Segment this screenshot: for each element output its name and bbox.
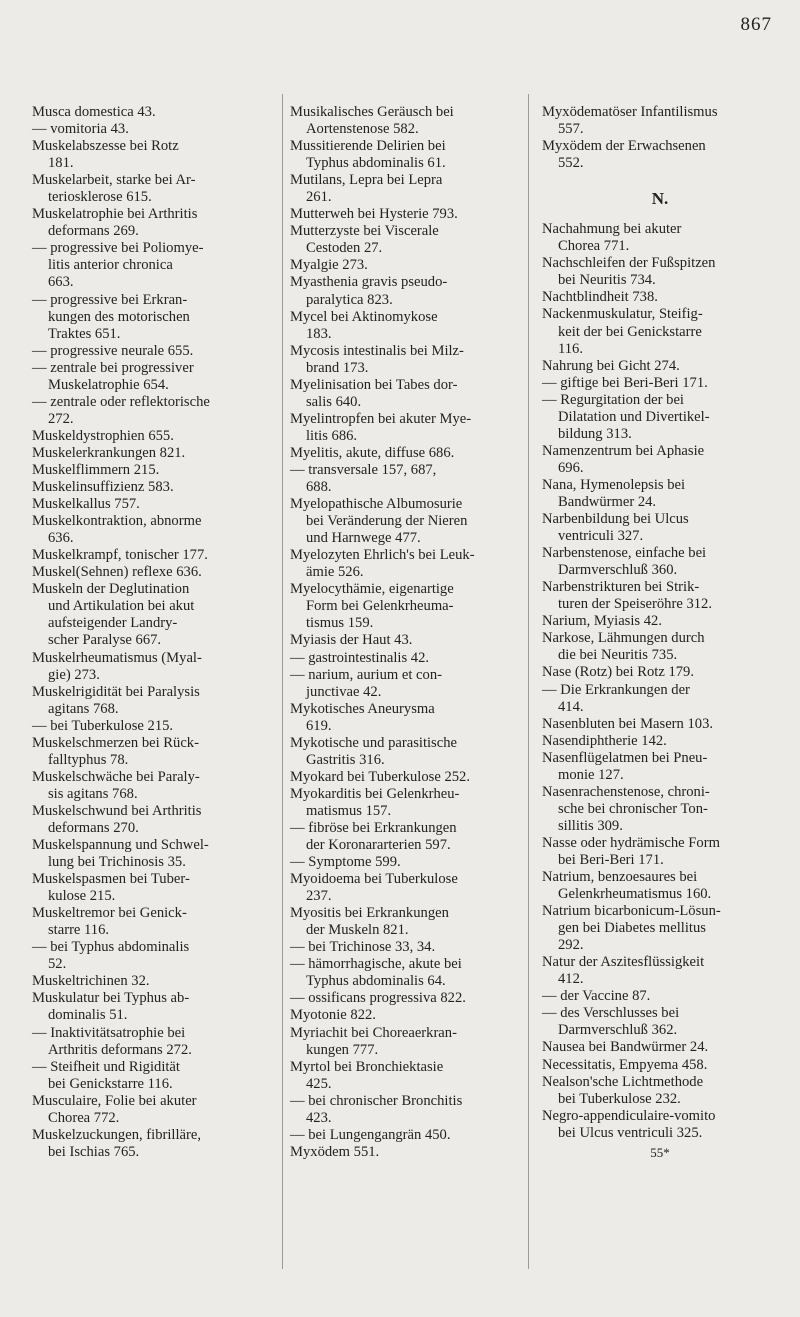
index-entry: — fibröse bei Erkrankungen xyxy=(290,819,457,836)
index-entry-continuation: teriosklerose 615. xyxy=(48,189,152,206)
index-entry: Myelozyten Ehrlich's bei Leuk- xyxy=(290,547,475,564)
index-entry: Nasenbluten bei Masern 103. xyxy=(542,715,714,732)
index-entry-continuation: 425. xyxy=(306,1075,332,1092)
index-entry: Muskelabszesse bei Rotz xyxy=(32,138,179,155)
index-entry: Muskelspannung und Schwel- xyxy=(32,837,209,854)
index-entry-continuation: Typhus abdominalis 64. xyxy=(306,973,446,990)
index-column-2 xyxy=(290,104,516,1161)
index-entry-continuation: 116. xyxy=(558,340,583,357)
index-entry: Nase (Rotz) bei Rotz 179. xyxy=(542,664,694,681)
index-entry-continuation: 181. xyxy=(48,155,74,172)
index-entry-continuation: Darmverschluß 362. xyxy=(558,1022,678,1039)
index-entry-continuation: Bandwürmer 24. xyxy=(558,493,657,510)
index-entry: — der Vaccine 87. xyxy=(542,988,651,1005)
index-entry-continuation: 414. xyxy=(558,698,584,715)
index-entry-continuation: ämie 526. xyxy=(306,564,364,581)
index-entry: Myelitis, akute, diffuse 686. xyxy=(290,444,455,461)
column-divider xyxy=(528,94,529,1269)
index-entry-continuation: 237. xyxy=(306,888,332,905)
index-entry: Nachahmung bei akuter xyxy=(542,221,682,238)
index-entry: — narium, aurium et con- xyxy=(290,666,442,683)
index-entry-continuation: der Koronararterien 597. xyxy=(306,837,451,854)
section-letter-heading: N. xyxy=(651,189,669,209)
index-entry-continuation: paralytica 823. xyxy=(306,291,393,308)
index-entry: Myositis bei Erkrankungen xyxy=(290,905,449,922)
index-entry: Muskelerkrankungen 821. xyxy=(32,444,186,461)
index-entry: Muskeltrichinen 32. xyxy=(32,973,150,990)
index-entry-continuation: lung bei Trichinosis 35. xyxy=(48,854,186,871)
index-entry-continuation: Darmverschluß 360. xyxy=(558,562,678,579)
index-entry: — bei chronischer Bronchitis xyxy=(290,1092,463,1109)
index-entry: Mutterzyste bei Viscerale xyxy=(290,223,439,240)
index-entry: Mycosis intestinalis bei Milz- xyxy=(290,342,464,359)
index-entry: Muskelrheumatismus (Myal- xyxy=(32,649,202,666)
index-entry: Muskelkontraktion, abnorme xyxy=(32,513,202,530)
index-column-1 xyxy=(32,104,270,1161)
index-entry: Myrtol bei Bronchiektasie xyxy=(290,1058,444,1075)
index-entry: — Inaktivitätsatrophie bei xyxy=(32,1024,186,1041)
index-entry: Natrium, benzoesaures bei xyxy=(542,869,698,886)
index-entry: Mutilans, Lepra bei Lepra xyxy=(290,172,443,189)
index-entry: Muskelarbeit, starke bei Ar- xyxy=(32,172,196,189)
index-entry: Myelinisation bei Tabes dor- xyxy=(290,376,458,393)
index-entry: Natur der Aszitesflüssigkeit xyxy=(542,954,705,971)
index-entry: — bei Tuberkulose 215. xyxy=(32,717,174,734)
index-entry: Musca domestica 43. xyxy=(32,104,156,120)
index-entry: Nasendiphtherie 142. xyxy=(542,732,667,749)
index-entry: Muskel(Sehnen) reflexe 636. xyxy=(32,564,202,581)
index-entry: Nackenmuskulatur, Steifig- xyxy=(542,306,703,323)
index-entry: — progressive bei Erkran- xyxy=(32,291,188,308)
index-entry: Muskelinsuffizienz 583. xyxy=(32,479,174,496)
index-entry: Muskelatrophie bei Arthritis xyxy=(32,206,198,223)
index-entry-continuation: der Muskeln 821. xyxy=(306,922,409,939)
index-entry: Muskeldystrophien 655. xyxy=(32,427,174,444)
index-entry-continuation: 423. xyxy=(306,1109,332,1126)
index-entry: Myotonie 822. xyxy=(290,1007,376,1024)
index-entry: Narbenbildung bei Ulcus xyxy=(542,511,689,528)
index-entry: Namenzentrum bei Aphasie xyxy=(542,442,705,459)
index-entry: — bei Lungengangrän 450. xyxy=(290,1126,451,1143)
index-entry: Muskelzuckungen, fibrilläre, xyxy=(32,1126,201,1143)
index-entry-continuation: starre 116. xyxy=(48,922,110,939)
index-entry: Muskelflimmern 215. xyxy=(32,461,160,478)
index-entry: Myasthenia gravis pseudo- xyxy=(290,274,448,291)
index-entry: Nasenflügelatmen bei Pneu- xyxy=(542,749,708,766)
index-entry-continuation: 272. xyxy=(48,410,74,427)
index-entry-continuation: bei Veränderung der Nieren xyxy=(306,513,468,530)
index-entry: — transversale 157, 687, xyxy=(290,461,437,478)
index-entry: — Steifheit und Rigidität xyxy=(32,1058,180,1075)
index-entry: Nahrung bei Gicht 274. xyxy=(542,357,680,374)
index-entry-continuation: monie 127. xyxy=(558,766,624,783)
index-entry: Muskelkallus 757. xyxy=(32,496,140,513)
index-entry: Mussitierende Delirien bei xyxy=(290,138,446,155)
index-entry: — bei Trichinose 33, 34. xyxy=(290,939,436,956)
index-entry: Muskulatur bei Typhus ab- xyxy=(32,990,190,1007)
index-entry: — Die Erkrankungen der xyxy=(542,681,690,698)
index-entry: Myelopathische Albumosurie xyxy=(290,496,463,513)
index-entry-continuation: Aortenstenose 582. xyxy=(306,121,419,138)
index-entry: Negro-appendiculaire-vomito xyxy=(542,1107,716,1124)
index-entry-continuation: keit der bei Genickstarre xyxy=(558,323,702,340)
index-entry: Myelintropfen bei akuter Mye- xyxy=(290,410,472,427)
index-entry: — Regurgitation der bei xyxy=(542,391,684,408)
index-entry-continuation: 557. xyxy=(558,121,584,138)
index-entry: — vomitoria 43. xyxy=(32,121,129,138)
index-entry: Muskeltremor bei Genick- xyxy=(32,905,187,922)
index-entry: — ossificans progressiva 822. xyxy=(290,990,466,1007)
index-entry: Myxödematöser Infantilismus xyxy=(542,104,718,120)
index-entry-continuation: Chorea 771. xyxy=(558,238,630,255)
index-entry-continuation: aufsteigender Landry- xyxy=(48,615,178,632)
index-entry: Myiasis der Haut 43. xyxy=(290,632,413,649)
index-entry: Myriachit bei Choreaerkran- xyxy=(290,1024,457,1041)
index-entry-continuation: Arthritis deformans 272. xyxy=(48,1041,192,1058)
index-entry: Myokarditis bei Gelenkrheu- xyxy=(290,785,460,802)
index-entry: Musikalisches Geräusch bei xyxy=(290,104,454,120)
index-entry-continuation: 636. xyxy=(48,530,74,547)
index-entry-continuation: 292. xyxy=(558,937,584,954)
index-entry: Muskelrigidität bei Paralysis xyxy=(32,683,200,700)
index-entry: Nachtblindheit 738. xyxy=(542,289,658,306)
index-entry-continuation: Muskelatrophie 654. xyxy=(48,376,169,393)
index-entry-continuation: Chorea 772. xyxy=(48,1109,120,1126)
index-entry: Muskelschmerzen bei Rück- xyxy=(32,734,199,751)
sheet-signature: 55* xyxy=(650,1144,670,1160)
index-entry: Nealson'sche Lichtmethode xyxy=(542,1073,704,1090)
index-entry-continuation: sillitis 309. xyxy=(558,817,623,834)
index-entry-continuation: bei Tuberkulose 232. xyxy=(558,1090,681,1107)
index-entry: — zentrale bei progressiver xyxy=(32,359,194,376)
index-entry-continuation: bei Ischias 765. xyxy=(48,1143,140,1160)
index-entry-continuation: turen der Speiseröhre 312. xyxy=(558,596,712,613)
index-entry-continuation: bei Neuritis 734. xyxy=(558,272,656,289)
index-entry: Mutterweh bei Hysterie 793. xyxy=(290,206,458,223)
page-number: 867 xyxy=(740,14,772,35)
index-entry: Myalgie 273. xyxy=(290,257,368,274)
index-entry-continuation: tismus 159. xyxy=(306,615,374,632)
index-entry-continuation: die bei Neuritis 735. xyxy=(558,647,678,664)
index-entry-continuation: sis agitans 768. xyxy=(48,785,138,802)
index-entry: Nana, Hymenolepsis bei xyxy=(542,476,686,493)
index-entry: Nachschleifen der Fußspitzen xyxy=(542,255,716,272)
index-entry: Nasenrachenstenose, chroni- xyxy=(542,783,710,800)
index-entry-continuation: dominalis 51. xyxy=(48,1007,128,1024)
index-entry-continuation: gie) 273. xyxy=(48,666,100,683)
index-entry-continuation: bei Genickstarre 116. xyxy=(48,1075,173,1092)
column-divider xyxy=(282,94,283,1269)
index-entry: Nausea bei Bandwürmer 24. xyxy=(542,1039,709,1056)
index-entry-continuation: 412. xyxy=(558,971,584,988)
index-entry: Muskelschwäche bei Paraly- xyxy=(32,768,200,785)
index-entry-continuation: Traktes 651. xyxy=(48,325,121,342)
index-entry-continuation: bei Beri-Beri 171. xyxy=(558,851,664,868)
index-entry-continuation: und Artikulation bei akut xyxy=(48,598,195,615)
index-entry: Mycel bei Aktinomykose xyxy=(290,308,438,325)
index-entry-continuation: Typhus abdominalis 61. xyxy=(306,155,446,172)
index-entry-continuation: Form bei Gelenkrheuma- xyxy=(306,598,454,615)
index-entry: Muskelschwund bei Arthritis xyxy=(32,802,202,819)
index-entry-continuation: matismus 157. xyxy=(306,802,392,819)
index-entry: Nasse oder hydrämische Form xyxy=(542,834,720,851)
index-entry: Narbenstrikturen bei Strik- xyxy=(542,579,700,596)
index-entry-continuation: 663. xyxy=(48,274,74,291)
index-entry-continuation: agitans 768. xyxy=(48,700,119,717)
index-entry: — des Verschlusses bei xyxy=(542,1005,680,1022)
index-entry: Myokard bei Tuberkulose 252. xyxy=(290,768,470,785)
index-entry-continuation: deformans 269. xyxy=(48,223,139,240)
index-entry: Musculaire, Folie bei akuter xyxy=(32,1092,197,1109)
index-entry-continuation: Dilatation und Divertikel- xyxy=(558,408,710,425)
index-entry: — bei Typhus abdominalis xyxy=(32,939,190,956)
index-entry-continuation: falltyphus 78. xyxy=(48,751,129,768)
index-entry: — gastrointestinalis 42. xyxy=(290,649,430,666)
index-entry: — progressive bei Poliomye- xyxy=(32,240,204,257)
index-entry: — Symptome 599. xyxy=(290,854,401,871)
index-entry-continuation: bildung 313. xyxy=(558,425,632,442)
index-entry: Myxödem 551. xyxy=(290,1143,380,1160)
index-entry: Narium, Myiasis 42. xyxy=(542,613,662,630)
index-entry-continuation: salis 640. xyxy=(306,393,362,410)
index-entry-continuation: gen bei Diabetes mellitus xyxy=(558,920,706,937)
index-entry: Narkose, Lähmungen durch xyxy=(542,630,705,647)
index-entry-continuation: Gastritis 316. xyxy=(306,751,385,768)
index-entry: Myoidoema bei Tuberkulose xyxy=(290,871,458,888)
index-entry-continuation: kungen des motorischen xyxy=(48,308,190,325)
index-entry-continuation: kulose 215. xyxy=(48,888,116,905)
index-entry-continuation: sche bei chronischer Ton- xyxy=(558,800,708,817)
index-entry-continuation: 688. xyxy=(306,479,332,496)
index-entry: — zentrale oder reflektorische xyxy=(32,393,210,410)
index-entry-continuation: 552. xyxy=(558,155,584,172)
index-entry: Natrium bicarbonicum-Lösun- xyxy=(542,903,721,920)
index-entry-continuation: litis 686. xyxy=(306,427,358,444)
index-entry-continuation: brand 173. xyxy=(306,359,369,376)
index-entry-continuation: Cestoden 27. xyxy=(306,240,383,257)
index-entry: Myxödem der Erwachsenen xyxy=(542,138,706,155)
index-entry-continuation: scher Paralyse 667. xyxy=(48,632,162,649)
index-entry-continuation: litis anterior chronica xyxy=(48,257,173,274)
index-entry-continuation: 619. xyxy=(306,717,332,734)
index-entry-continuation: 183. xyxy=(306,325,332,342)
index-entry-continuation: 52. xyxy=(48,956,67,973)
index-entry-continuation: bei Ulcus ventriculi 325. xyxy=(558,1124,703,1141)
index-entry-continuation: junctivae 42. xyxy=(306,683,382,700)
index-entry: — hämorrhagische, akute bei xyxy=(290,956,462,973)
index-entry-continuation: 261. xyxy=(306,189,332,206)
index-entry: Muskelspasmen bei Tuber- xyxy=(32,871,190,888)
index-entry: — progressive neurale 655. xyxy=(32,342,194,359)
index-entry: Necessitatis, Empyema 458. xyxy=(542,1056,708,1073)
index-entry: — giftige bei Beri-Beri 171. xyxy=(542,374,708,391)
index-entry: Muskeln der Deglutination xyxy=(32,581,190,598)
index-entry: Mykotische und parasitische xyxy=(290,734,457,751)
index-entry-continuation: deformans 270. xyxy=(48,819,139,836)
index-column-3 xyxy=(542,104,778,1161)
index-entry: Muskelkrampf, tonischer 177. xyxy=(32,547,208,564)
index-entry-continuation: kungen 777. xyxy=(306,1041,379,1058)
index-entry: Mykotisches Aneurysma xyxy=(290,700,435,717)
index-entry: Myelocythämie, eigenartige xyxy=(290,581,454,598)
index-entry-continuation: ventriculi 327. xyxy=(558,528,644,545)
index-entry-continuation: 696. xyxy=(558,459,584,476)
index-entry: Narbenstenose, einfache bei xyxy=(542,545,707,562)
index-entry-continuation: und Harnwege 477. xyxy=(306,530,421,547)
index-entry-continuation: Gelenkrheumatismus 160. xyxy=(558,886,712,903)
